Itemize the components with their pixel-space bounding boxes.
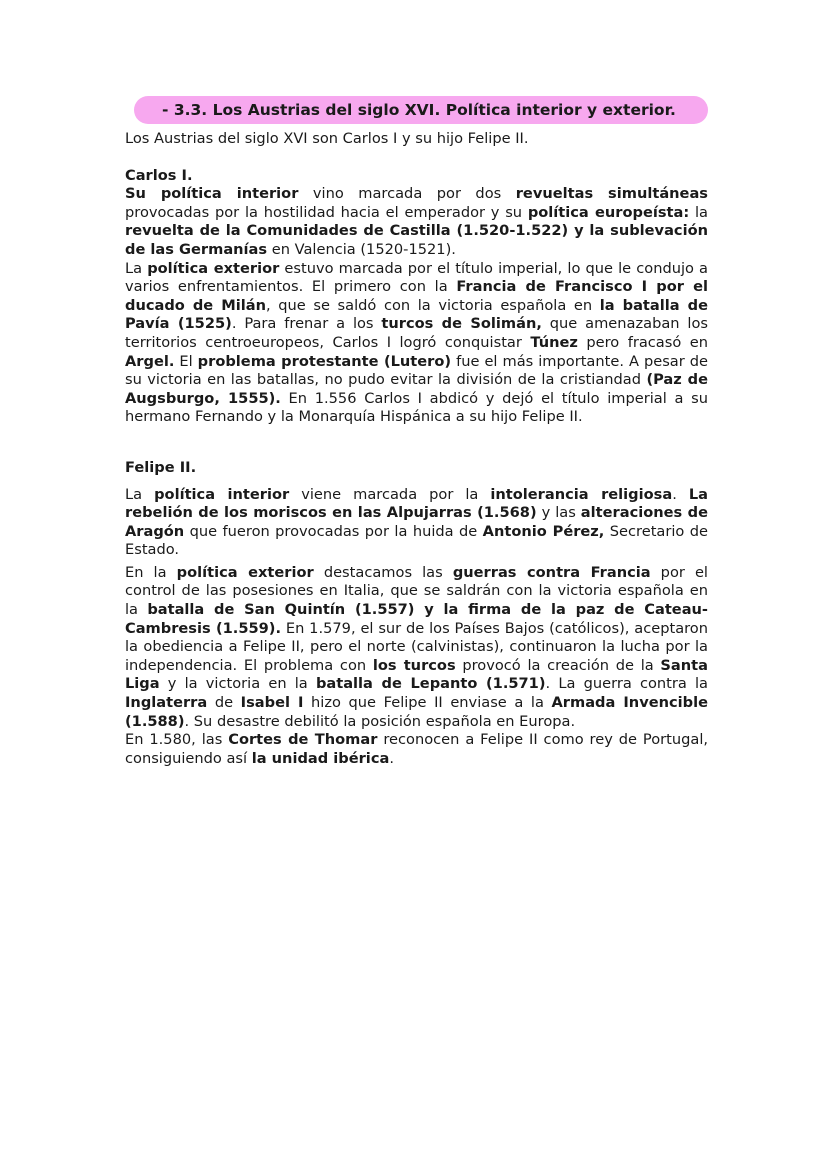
document-body <box>125 130 708 768</box>
felipe-portugal-paragraph: En 1.580, las Cortes de Thomar reconocen a Felipe II como rey de Portugal, consiguiendo así la unidad ibérica. <box>125 731 709 767</box>
intro-paragraph: Los Austrias del siglo XVI son Carlos I y su hijo Felipe II. <box>125 130 529 147</box>
felipe-exterior-paragraph: En la política exterior destacamos las guerras contra Francia por el control de las posesiones en Italia, que se saldrán con la victoria española en la batalla de San Quintín (1.557) y la firma de la paz de Cateau-Cambresis (1.559). En 1.579, el sur de los Países Bajos (católicos), aceptaron la obediencia a Felipe II, pero el norte (calvinistas), continuaron la lucha por la independencia. El problema con los turcos provocó la creación de la Santa Liga y la victoria en la batalla de Lepanto (1.571). La guerra contra la Inglaterra de Isabel I hizo que Felipe II enviase a la Armada Invencible (1.588). Su desastre debilitó la posición española en Europa. <box>125 563 708 730</box>
felipe-interior-paragraph: La política interior viene marcada por la intolerancia religiosa. La rebelión de los moriscos en las Alpujarras (1.568) y las alteraciones de Aragón que fueron provocadas por la huida de Antonio Pérez, Secretario de Estado. <box>125 485 709 559</box>
felipe-heading: Felipe II. <box>125 458 197 476</box>
carlos-interior-paragraph: Su política interior vino marcada por dos revueltas simultáneas provocadas por la hostilidad hacia el emperador y su política europeísta: la revuelta de la Comunidades de Castilla (1.520-1.522) y la sublevación de las Germanías en Valencia (1520-1521). <box>125 185 708 258</box>
carlos-heading: Carlos I. <box>125 166 193 184</box>
carlos-exterior-paragraph: La política exterior estuvo marcada por el título imperial, lo que le condujo a varios enfrentamientos. El primero con la Francia de Francisco I por el ducado de Milán, que se saldó con la victoria española en la batalla de Pavía (1525). Para frenar a los turcos de Solimán, que amenazaban los territorios centroeuropeos, Carlos I logró conquistar Túnez pero fracasó en Argel. El problema protestante (Lutero) fue el más importante. A pesar de su victoria en las batallas, no pudo evitar la división de la cristiandad (Paz de Augsburgo, 1555). En 1.556 Carlos I abdicó y dejó el título imperial a su hermano Fernando y la Monarquía Hispánica a su hijo Felipe II. <box>125 259 708 426</box>
section-title: - 3.3. Los Austrias del siglo XVI. Política interior y exterior. <box>134 96 708 124</box>
